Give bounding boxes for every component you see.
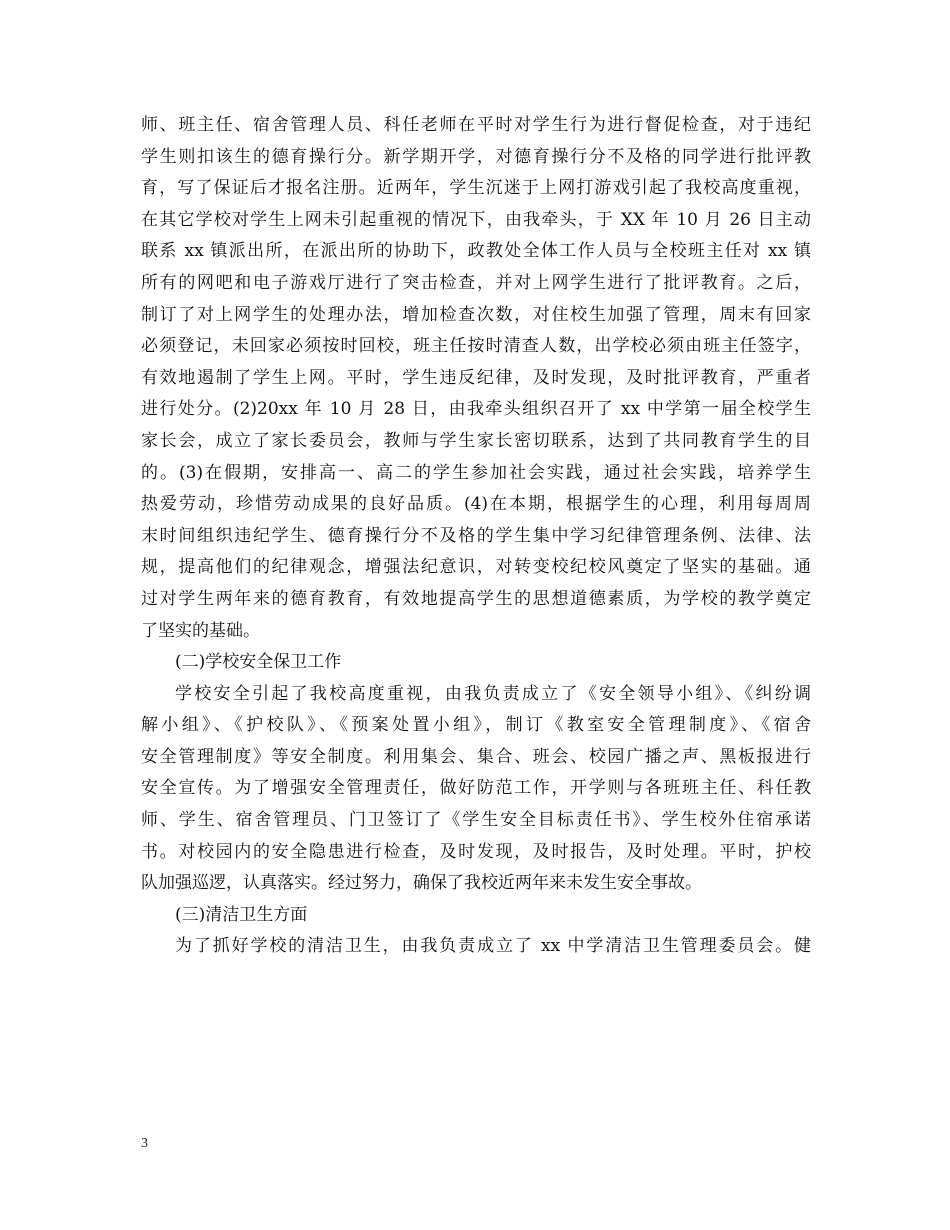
text-line: 末时间组织违纪学生、德育操行分不及格的学生集中学习纪律管理条例、法律、法: [141, 525, 811, 546]
text-line: 了坚实的基础。: [141, 620, 260, 641]
text-line: 所有的网吧和电子游戏厅进行了突击检查，并对上网学生进行了批评教育。之后，: [141, 272, 811, 293]
text-line: (二)学校安全保卫工作: [175, 652, 342, 673]
text-line: 学校安全引起了我校高度重视，由我负责成立了《安全领导小组》、《纠纷调: [175, 683, 811, 704]
text-line: 在其它学校对学生上网未引起重视的情况下，由我牵头，于 XX 年 10 月 26 日主动: [141, 209, 811, 230]
text-line: 联系 xx 镇派出所，在派出所的协助下，政教处全体工作人员与全校班主任对 xx 镇: [141, 241, 811, 262]
text-line: 安全管理制度》等安全制度。利用集会、集合、班会、校园广播之声、黑板报进行: [141, 746, 811, 767]
text-line: 解小组》、《护校队》、《预案处置小组》，制订《教室安全管理制度》、《宿舍: [141, 715, 811, 736]
text-line: 规，提高他们的纪律观念，增强法纪意识，对转变校纪校风奠定了坚实的基础。通: [141, 557, 811, 578]
text-line: 师、班主任、宿舍管理人员、科任老师在平时对学生行为进行督促检查，对于违纪: [141, 115, 811, 135]
body-text: [141, 110, 811, 963]
text-line: 热爱劳动，珍惜劳动成果的良好品质。(4)在本期，根据学生的心理，利用每周周: [141, 494, 811, 515]
text-line: 家长会，成立了家长委员会，教师与学生家长密切联系，达到了共同教育学生的目: [141, 430, 811, 451]
text-line: 学生则扣该生的德育操行分。新学期开学，对德育操行分不及格的同学进行批评教: [141, 146, 811, 167]
text-line: 制订了对上网学生的处理办法，增加检查次数，对住校生加强了管理，周末有回家: [141, 304, 811, 325]
text-line: 育，写了保证后才报名注册。近两年，学生沉迷于上网打游戏引起了我校高度重视，: [141, 178, 811, 199]
text-line: 进行处分。(2)20xx 年 10 月 28 日，由我牵头组织召开了 xx 中学第一届全校学生: [141, 399, 811, 420]
text-line: 必须登记，未回家必须按时回校，班主任按时清查人数，出学校必须由班主任签字，: [141, 336, 811, 357]
text-line: (三)清洁卫生方面: [175, 904, 308, 925]
text-line: 的。(3)在假期，安排高一、高二的学生参加社会实践，通过社会实践，培养学生: [141, 462, 811, 483]
text-line: 安全宣传。为了增强安全管理责任，做好防范工作，开学则与各班班主任、科任教: [141, 778, 811, 799]
text-line: 为了抓好学校的清洁卫生，由我负责成立了 xx 中学清洁卫生管理委员会。健: [175, 936, 811, 957]
text-line: 有效地遏制了学生上网。平时，学生违反纪律，及时发现，及时批评教育，严重者: [141, 367, 811, 388]
page-number: 3: [141, 1136, 148, 1151]
text-line: 队加强巡逻，认真落实。经过努力，确保了我校近两年来未发生安全事故。: [141, 873, 702, 894]
text-line: 过对学生两年来的德育教育，有效地提高学生的思想道德素质，为学校的教学奠定: [141, 588, 811, 609]
text-line: 师、学生、宿舍管理员、门卫签订了《学生安全目标责任书》、学生校外住宿承诺: [141, 810, 811, 831]
text-line: 书。对校园内的安全隐患进行检查，及时发现，及时报告，及时处理。平时，护校: [141, 841, 811, 862]
